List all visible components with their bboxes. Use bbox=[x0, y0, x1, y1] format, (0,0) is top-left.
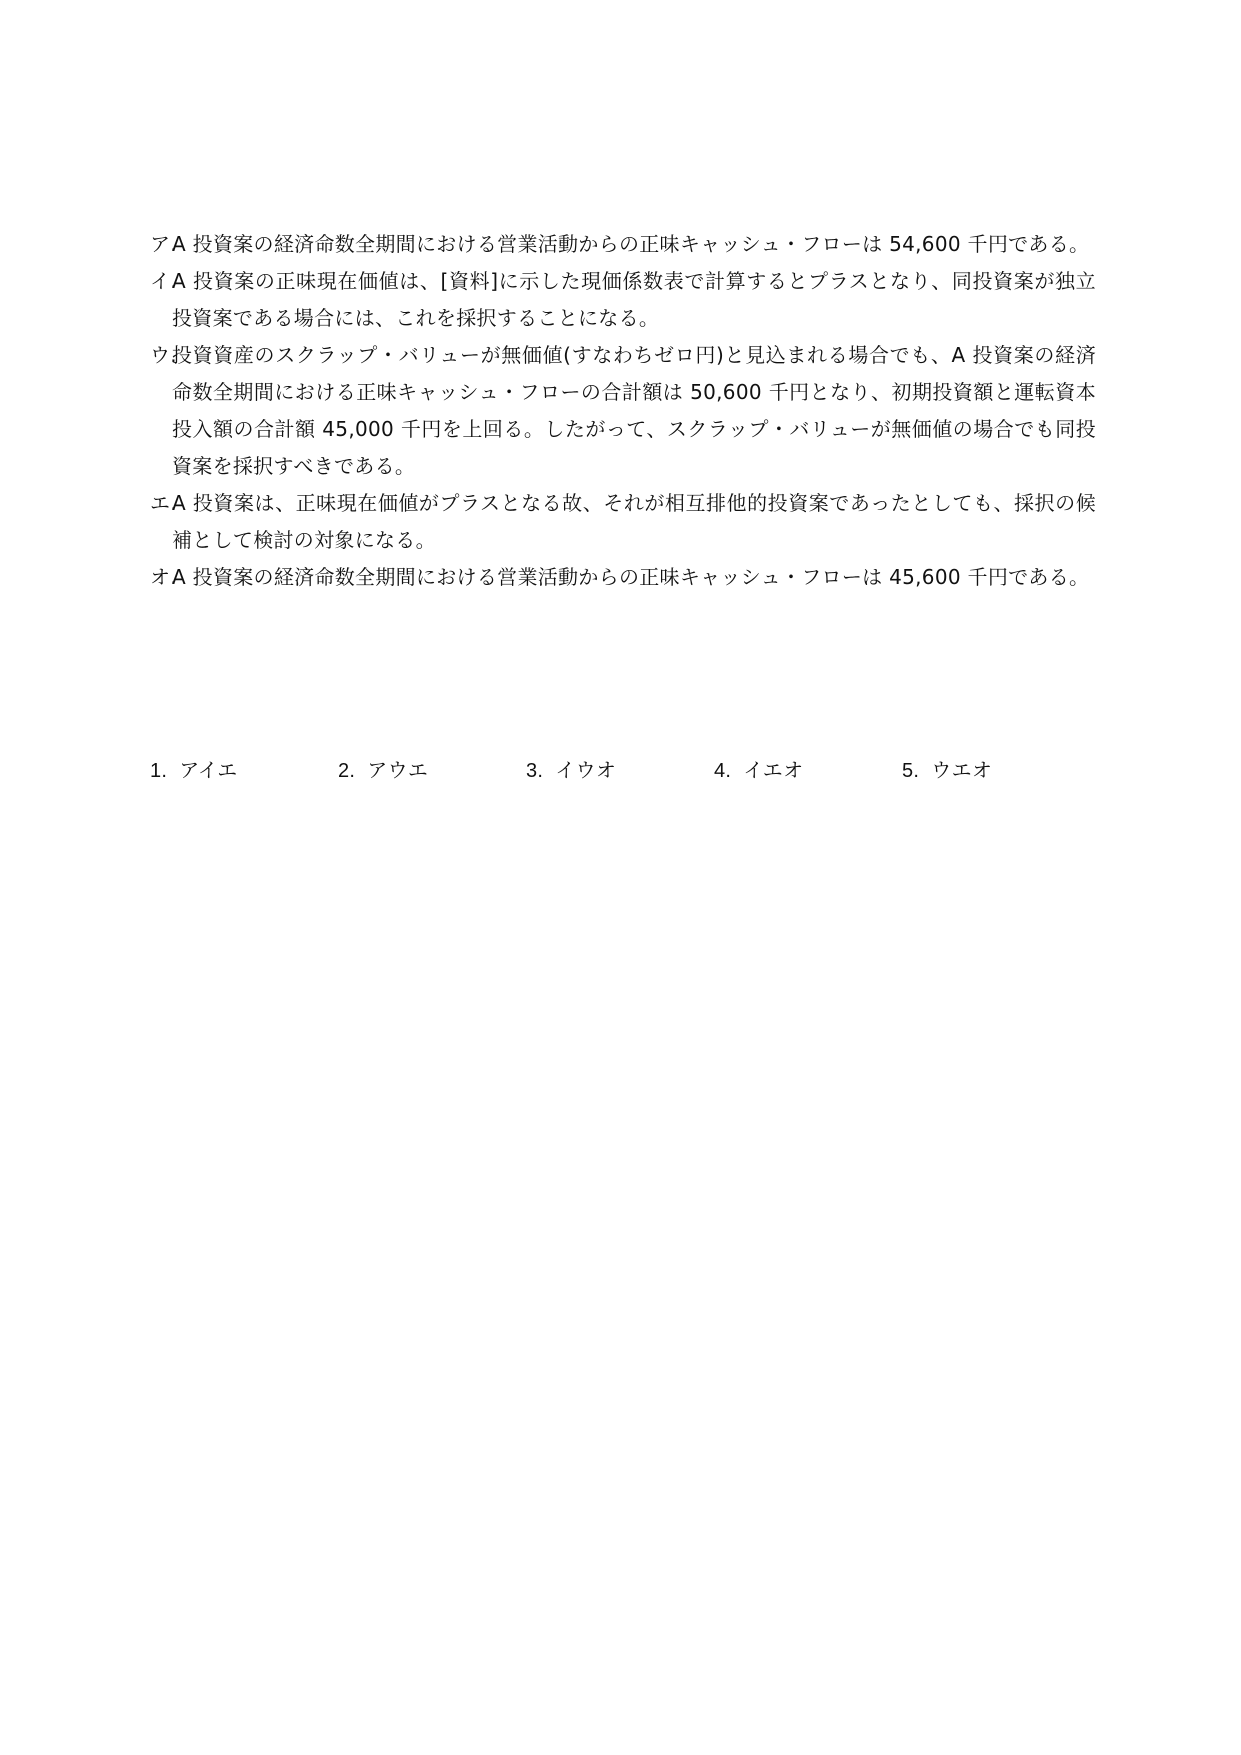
statement-i bbox=[150, 263, 1096, 337]
choice-label: イウオ bbox=[555, 758, 617, 782]
choice-number: 2. bbox=[338, 760, 356, 782]
answer-choice-4[interactable] bbox=[714, 752, 803, 789]
statement-marker: エ. bbox=[150, 491, 177, 515]
answer-choices bbox=[150, 752, 1096, 792]
choice-label: イエオ bbox=[743, 758, 804, 782]
choice-number: 1. bbox=[150, 760, 168, 782]
statement-text: 投資資産のスクラップ・バリューが無価値(すなわちゼロ円)と見込まれる場合でも、A 投資案の経済命数全期間における正味キャッシュ・フローの合計額は 50,600 千円となり、初期投資額と運転資本投入額の合計額 45,000 千円を上回る。したがって、スクラップ・バリューが無価値の場合でも同投資案を採択すべきである。 bbox=[172, 343, 1096, 478]
statement-o bbox=[150, 559, 1096, 596]
statement-marker: イ. bbox=[150, 269, 177, 293]
statement-a bbox=[150, 226, 1096, 263]
statement-marker: ア. bbox=[150, 232, 177, 256]
statement-text: A 投資案の経済命数全期間における営業活動からの正味キャッシュ・フローは 54,600 千円である。 bbox=[172, 232, 1090, 256]
answer-choice-2[interactable] bbox=[338, 752, 428, 789]
statement-list bbox=[150, 226, 1096, 596]
answer-choice-1[interactable] bbox=[150, 752, 238, 789]
statement-text: A 投資案は、正味現在価値がプラスとなる故、それが相互排他的投資案であったとしても、採択の候補として検討の対象になる。 bbox=[172, 491, 1096, 552]
answer-choice-5[interactable] bbox=[902, 752, 992, 789]
choice-number: 5. bbox=[902, 760, 920, 782]
statement-marker: ウ. bbox=[150, 343, 177, 367]
statement-u bbox=[150, 337, 1096, 485]
statement-marker: オ. bbox=[150, 565, 177, 589]
choice-number: 3. bbox=[526, 760, 544, 782]
choice-label: アウエ bbox=[367, 758, 429, 782]
answer-choice-3[interactable] bbox=[526, 752, 616, 789]
choice-label: ウエオ bbox=[931, 758, 993, 782]
statement-text: A 投資案の正味現在価値は、[資料]に示した現価係数表で計算するとプラスとなり、同投資案が独立投資案である場合には、これを採択することになる。 bbox=[172, 269, 1096, 330]
choice-number: 4. bbox=[714, 760, 732, 782]
statement-text: A 投資案の経済命数全期間における営業活動からの正味キャッシュ・フローは 45,600 千円である。 bbox=[172, 565, 1090, 589]
choice-label: アイエ bbox=[179, 758, 238, 782]
statement-e bbox=[150, 485, 1096, 559]
